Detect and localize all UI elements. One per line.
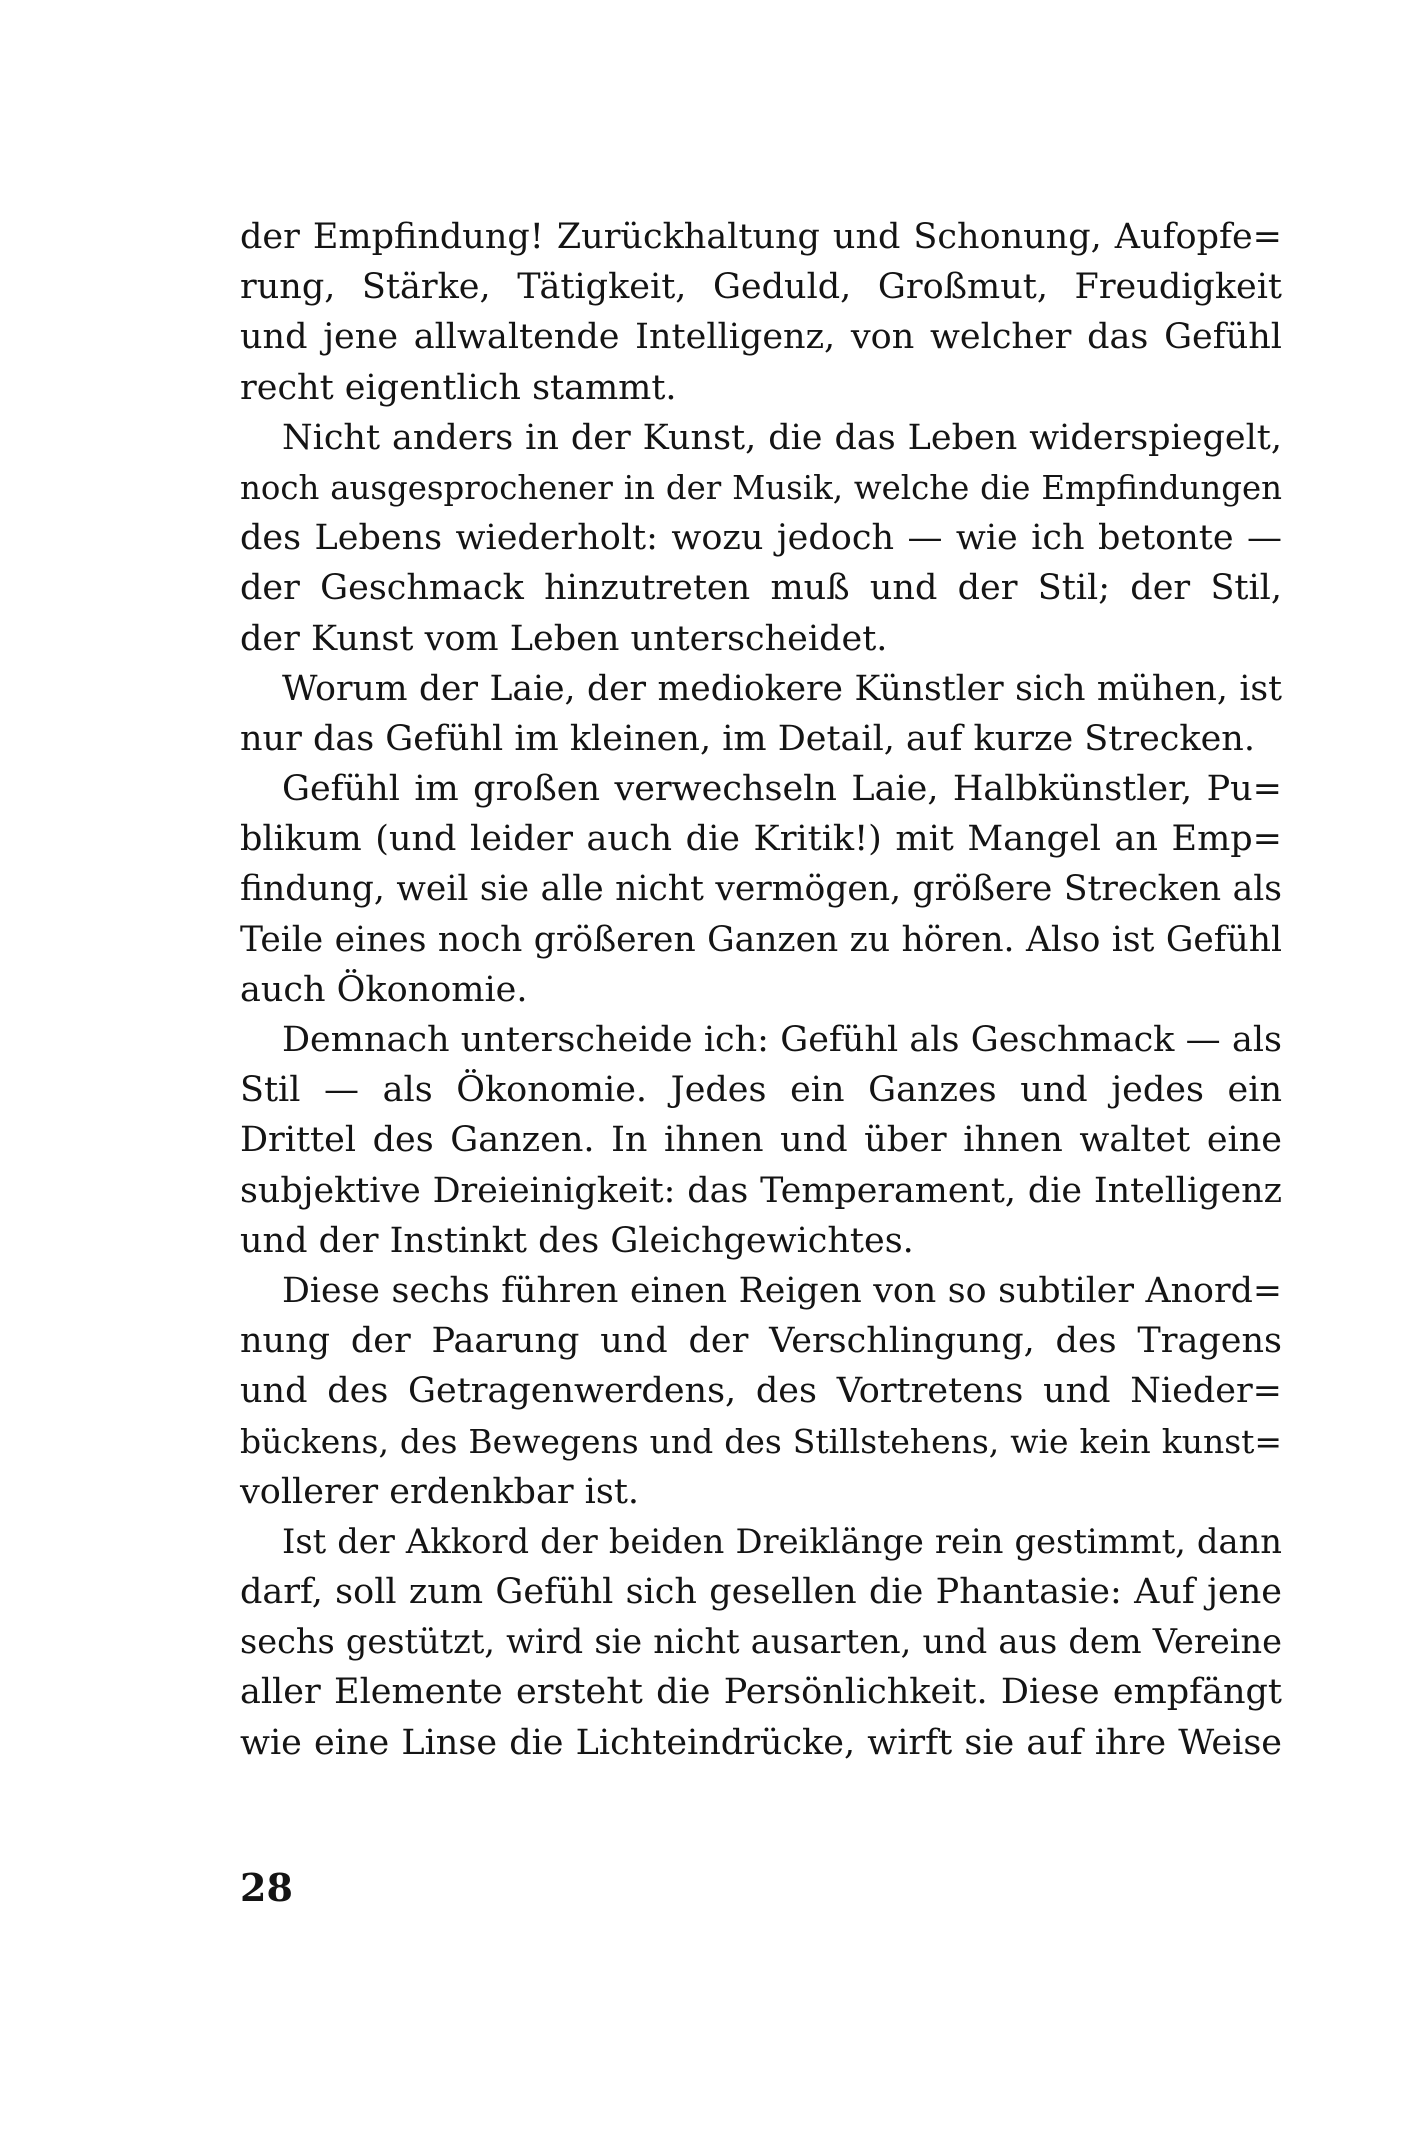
text-line: aller Elemente ersteht die Persönlichkeit. Diese empfängt [240, 1672, 1282, 1713]
text-line: darf, soll zum Gefühl sich gesellen die Phantasie: Auf jene [240, 1572, 1282, 1613]
text-line: rung, Stärke, Tätigkeit, Geduld, Großmut, Freudigkeit [240, 267, 1282, 308]
text-line: Nicht anders in der Kunst, die das Leben widerspiegelt, [282, 417, 1282, 458]
text-line: Diese sechs führen einen Reigen von so subtiler Anord= [282, 1270, 1282, 1311]
text-line: sechs gestützt, wird sie nicht ausarten, und aus dem Vereine [240, 1622, 1282, 1662]
text-line: und der Instinkt des Gleichgewichtes. [240, 1220, 914, 1261]
text-line: blikum (und leider auch die Kritik!) mit Mangel an Emp= [240, 819, 1282, 860]
text-line: recht eigentlich stammt. [240, 367, 677, 408]
text-line: Ist der Akkord der beiden Dreiklänge rein gestimmt, dann [282, 1521, 1282, 1561]
text-line: der Empfindung! Zurückhaltung und Schonung, Aufopfe= [240, 217, 1282, 257]
text-line: nur das Gefühl im kleinen, im Detail, auf kurze Strecken. [240, 718, 1255, 759]
body-text [240, 212, 1282, 1768]
text-line: noch ausgesprochener in der Musik, welche die Empfindungen [240, 468, 1282, 507]
text-line: auch Ökonomie. [240, 969, 528, 1010]
page-number: 28 [240, 1865, 293, 1910]
text-line: der Kunst vom Leben unterscheidet. [240, 618, 888, 659]
text-line: und des Getragenwerdens, des Vortretens und Nieder= [240, 1371, 1282, 1412]
text-line: Stil — als Ökonomie. Jedes ein Ganzes und jedes ein [240, 1070, 1282, 1111]
text-line: subjektive Dreieinigkeit: das Temperament, die Intelligenz [240, 1170, 1282, 1211]
text-line: des Lebens wiederholt: wozu jedoch — wie ich betonte — [240, 518, 1282, 559]
text-line: findung, weil sie alle nicht vermögen, größere Strecken als [240, 869, 1282, 910]
text-line: Gefühl im großen verwechseln Laie, Halbkünstler, Pu= [282, 769, 1282, 810]
text-line: Demnach unterscheide ich: Gefühl als Geschmack — als [282, 1020, 1282, 1060]
text-line: nung der Paarung und der Verschlingung, des Tragens [240, 1321, 1282, 1362]
text-line: und jene allwaltende Intelligenz, von welcher das Gefühl [240, 317, 1282, 358]
text-line: Teile eines noch größeren Ganzen zu hören. Also ist Gefühl [240, 919, 1282, 960]
text-line: wie eine Linse die Lichteindrücke, wirft sie auf ihre Weise [240, 1722, 1282, 1763]
text-line: Drittel des Ganzen. In ihnen und über ihnen waltet eine [240, 1120, 1282, 1161]
text-line: bückens, des Bewegens und des Stillstehens, wie kein kunst= [240, 1421, 1282, 1461]
text-line: der Geschmack hinzutreten muß und der Stil; der Stil, [240, 568, 1282, 609]
text-line: Worum der Laie, der mediokere Künstler sich mühen, ist [282, 668, 1282, 709]
text-line: vollerer erdenkbar ist. [240, 1471, 640, 1512]
